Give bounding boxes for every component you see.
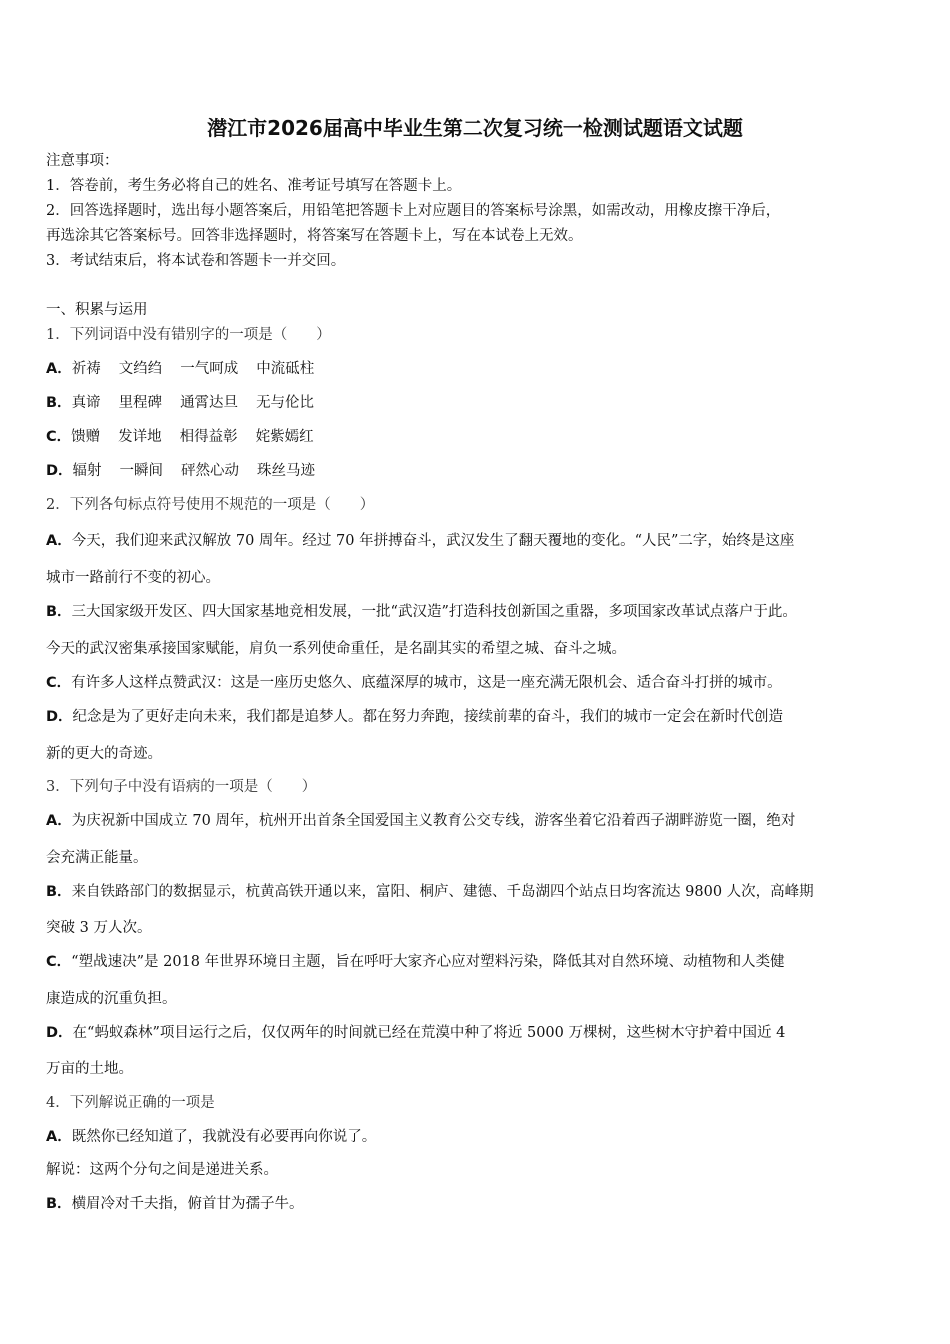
- option-letter: D．: [46, 709, 73, 725]
- q2-option-c: [46, 673, 782, 693]
- q1-option-c: [46, 427, 314, 447]
- word: 中流砥柱: [256, 361, 315, 377]
- word: 珠丝马迹: [257, 463, 316, 479]
- word: 文绉绉: [118, 361, 163, 377]
- q2-option-a-cont: 城市一路前行不变的初心。: [46, 570, 220, 586]
- option-text: 今天，我们迎来武汉解放 70 周年。经过 70 年拼搏奋斗，武汉发生了翻天覆地的变化。“人民”二字，始终是这座: [71, 533, 795, 549]
- option-letter: B．: [46, 395, 72, 411]
- q2-option-a: [46, 531, 794, 551]
- q2-option-d: [46, 707, 783, 727]
- word: 真谛: [71, 395, 101, 411]
- option-letter: C．: [46, 954, 72, 970]
- word: 一瞬间: [119, 463, 164, 479]
- q3-option-c-cont: 康造成的沉重负担。: [46, 991, 177, 1007]
- option-letter: B．: [46, 604, 72, 620]
- q1-option-d: [46, 461, 315, 481]
- option-text: 横眉冷对千夫指，俯首甘为孺子牛。: [71, 1196, 304, 1212]
- q2-option-d-cont: 新的更大的奇迹。: [46, 746, 162, 762]
- page-title: 潜江市2026届高中毕业生第二次复习统一检测试题语文试题: [207, 116, 743, 140]
- option-letter: A．: [46, 533, 72, 549]
- notice-item: 再选涂其它答案标号。回答非选择题时，将答案写在答题卡上，写在本试卷上无效。: [46, 228, 583, 244]
- notice-heading: 注意事项：: [46, 153, 119, 169]
- option-letter: D．: [46, 1025, 73, 1041]
- word: 通霄达旦: [180, 395, 239, 411]
- question-2-stem: 2．下列各句标点符号使用不规范的一项是（ ）: [46, 497, 375, 513]
- q4-option-a-explain: 解说：这两个分句之间是递进关系。: [46, 1162, 278, 1178]
- option-letter: B．: [46, 884, 72, 900]
- option-letter: A．: [46, 1129, 72, 1145]
- option-text: 既然你已经知道了，我就没有必要再向你说了。: [71, 1129, 377, 1145]
- word: 一气呵成: [180, 361, 239, 377]
- word: 砰然心动: [181, 463, 240, 479]
- option-letter: C．: [46, 429, 72, 445]
- word: 里程碑: [118, 395, 163, 411]
- q4-option-b: [46, 1194, 304, 1214]
- word: 馈赠: [71, 429, 101, 445]
- option-letter: B．: [46, 1196, 72, 1212]
- option-text: 来自铁路部门的数据显示，杭黄高铁开通以来，富阳、桐庐、建德、千岛湖四个站点日均客流达 9800 人次，高峰期: [71, 884, 814, 900]
- q1-option-b: [46, 393, 314, 413]
- option-letter: A．: [46, 813, 72, 829]
- option-text: 有许多人这样点赞武汉：这是一座历史悠久、底蕴深厚的城市，这是一座充满无限机会、适合奋斗打拼的城市。: [71, 675, 782, 691]
- question-1-stem: 1．下列词语中没有错别字的一项是（ ）: [46, 327, 331, 343]
- word: 姹紫嫣红: [255, 429, 314, 445]
- option-text: “塑战速决”是 2018 年世界环境日主题，旨在呼吁大家齐心应对塑料污染，降低其对自然环境、动植物和人类健: [71, 954, 785, 970]
- word: 相得益彰: [179, 429, 238, 445]
- option-letter: D．: [46, 463, 73, 479]
- question-4-stem: 4．下列解说正确的一项是: [46, 1095, 215, 1111]
- option-text: 为庆祝新中国成立 70 周年，杭州开出首条全国爱国主义教育公交专线，游客坐着它沿着西子湖畔游览一圈，绝对: [71, 813, 796, 829]
- option-letter: A．: [46, 361, 72, 377]
- notice-item: 3．考试结束后，将本试卷和答题卡一并交回。: [46, 253, 346, 269]
- q3-option-a: [46, 811, 795, 831]
- notice-item: 2．回答选择题时，选出每小题答案后，用铅笔把答题卡上对应题目的答案标号涂黑，如需改动，用橡皮擦干净后，: [46, 203, 781, 219]
- section-heading: 一、积累与运用: [46, 302, 148, 318]
- word: 辐射: [72, 463, 102, 479]
- word: 祈祷: [71, 361, 101, 377]
- option-text: 三大国家级开发区、四大国家基地竞相发展，一批“武汉造”打造科技创新国之重器，多项国家改革试点落户于此。: [71, 604, 797, 620]
- option-text: 纪念是为了更好走向未来，我们都是追梦人。都在努力奔跑，接续前辈的奋斗，我们的城市一定会在新时代创造: [72, 709, 784, 725]
- q3-option-d-cont: 万亩的土地。: [46, 1061, 133, 1077]
- q3-option-b: [46, 882, 814, 902]
- q3-option-b-cont: 突破 3 万人次。: [46, 920, 152, 936]
- question-3-stem: 3．下列句子中没有语病的一项是（ ）: [46, 779, 317, 795]
- option-text: 在“蚂蚁森林”项目运行之后，仅仅两年的时间就已经在荒漠中种了将近 5000 万棵树，这些树木守护着中国近 4: [72, 1025, 786, 1041]
- word: 无与伦比: [256, 395, 315, 411]
- q2-option-b-cont: 今天的武汉密集承接国家赋能，肩负一系列使命重任，是名副其实的希望之城、奋斗之城。: [46, 641, 626, 657]
- q3-option-d: [46, 1023, 785, 1043]
- word: 发详地: [118, 429, 162, 445]
- q2-option-b: [46, 602, 797, 622]
- q4-option-a: [46, 1127, 376, 1147]
- q3-option-c: [46, 952, 785, 972]
- notice-item: 1．答卷前，考生务必将自己的姓名、准考证号填写在答题卡上。: [46, 178, 462, 194]
- option-letter: C．: [46, 675, 72, 691]
- q3-option-a-cont: 会充满正能量。: [46, 850, 148, 866]
- q1-option-a: [46, 359, 314, 379]
